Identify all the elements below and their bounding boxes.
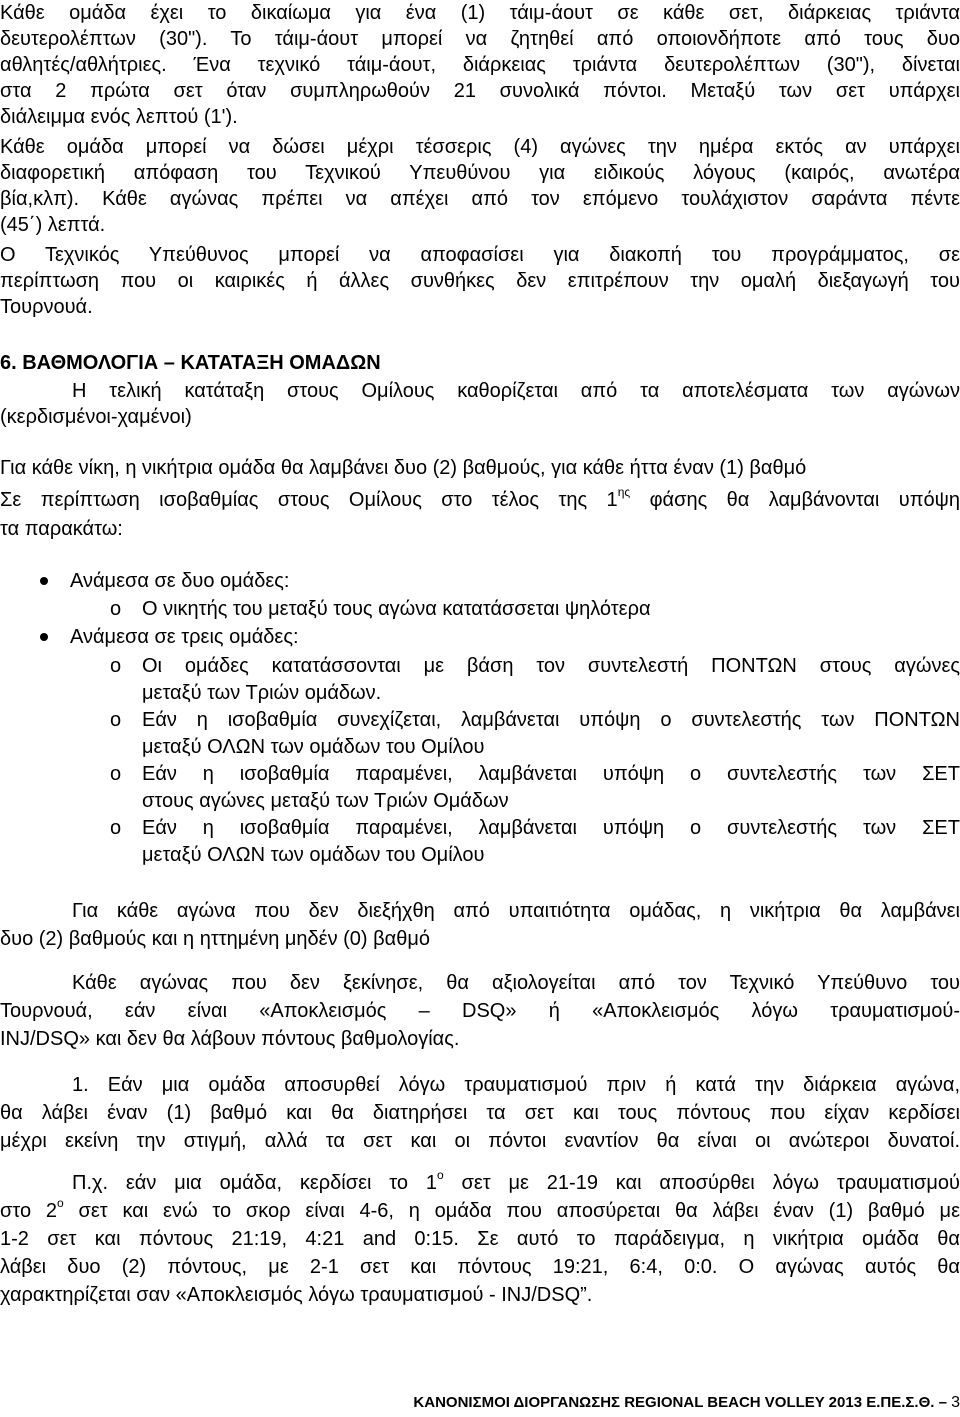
schedule-interruption-line: Τουρνουά.: [0, 296, 93, 318]
matches-per-day-line: Κάθε ομάδα μπορεί να δώσει μέχρι τέσσερις (4) αγώνες την ημέρα εκτός αν υπάρχει: [0, 136, 960, 158]
matches-per-day-line: (45΄) λεπτά.: [0, 214, 106, 236]
points-rule: Για κάθε νίκη, η νικήτρια ομάδα θα λαμβάνει δυο (2) βαθμούς, για κάθε ήττα έναν (1) βαθμό: [0, 457, 807, 479]
example-line: 1-2 σετ και πόντους 21:19, 4:21 and 0:15. Σε αυτό το παράδειγμα, η νικήτρια ομάδα θα: [0, 1228, 960, 1250]
not-started-rule-line: Κάθε αγώνας που δεν ξεκίνησε, θα αξιολογείται από τον Τεχνικό Υπεύθυνο του: [72, 972, 960, 994]
intro-line: αθλητές/αθλήτριες. Ένα τεχνικό τάιμ-άουτ, διάρκειας τριάντα δευτερολέπτων (30"), δίνεται: [0, 54, 960, 76]
injury-rule-line: μέχρι εκείνη την στιγμή, αλλά τα σετ και οι πόντοι εναντίον θα είναι οι ανώτεροι δυνατοί.: [0, 1130, 960, 1152]
example-line: στο $2^o$ σετ και ενώ το σκορ είναι 4-6, η ομάδα που αποσύρεται θα λάβει έναν (1) βαθμό με: [0, 1196, 960, 1222]
schedule-interruption-line: περίπτωση που οι καιρικές ή άλλες συνθήκες δεν επιτρέπουν την ομαλή διεξαγωγή του: [0, 270, 960, 292]
forfeit-rule-line: δυο (2) βαθμούς και η ηττημένη μηδέν (0) βαθμό: [0, 928, 430, 950]
ordinal-suffix: ο: [437, 1168, 444, 1183]
not-started-rule-line: INJ/DSQ» και δεν θα λάβουν πόντους βαθμολογίας.: [0, 1028, 460, 1050]
schedule-interruption-line: Ο Τεχνικός Υπεύθυνος μπορεί να αποφασίσει για διακοπή του προγράμματος, σε: [0, 244, 960, 266]
section-heading: 6. ΒΑΘΜΟΛΟΓΙΑ – ΚΑΤΑΤΑΞΗ ΟΜΑΔΩΝ: [0, 352, 381, 374]
intro-line: δευτερολέπτων (30"). Το τάιμ-άουτ μπορεί να ζητηθεί από οποιονδήποτε από τους δυο: [0, 28, 960, 50]
tie-intro-line: τα παρακάτω:: [0, 518, 123, 540]
example-line: χαρακτηρίζεται σαν «Αποκλεισμός λόγω τραυματισμού - INJ/DSQ”.: [0, 1284, 593, 1306]
footer-title: ΚΑΝΟΝΙΣΜΟΙ ΔΙΟΡΓΑΝΩΣΗΣ REGIONAL BEACH VOLLEY 2013 Ε.ΠΕ.Σ.Θ.: [413, 1394, 935, 1411]
circle-marker-icon: o: [110, 709, 122, 731]
ranking-lead-line: Η τελική κατάταξη στους Ομίλους καθορίζεται από τα αποτελέσματα των αγώνων: [72, 380, 960, 402]
circle-marker-icon: o: [110, 655, 122, 677]
bullet-dot-icon: [40, 577, 48, 585]
intro-line: στα 2 πρώτα σετ όταν συμπληρωθούν 21 συνολικά πόντοι. Μεταξύ των σετ υπάρχει: [0, 80, 960, 102]
example-line: Π.χ. εάν μια ομάδα, κερδίσει το $1^o$ σετ με 21-19 και αποσύρθει λόγω τραυματισμού: [72, 1168, 960, 1194]
matches-per-day-line: βία,κλπ). Κάθε αγώνας πρέπει να απέχει από τον επόμενο τουλάχιστον σαράντα πέντε: [0, 188, 960, 210]
ordinal-suffix: ο: [57, 1196, 64, 1211]
intro-line: Κάθε ομάδα έχει το δικαίωμα για ένα (1) τάιμ-άουτ σε κάθε σετ, διάρκειας τριάντα: [0, 2, 960, 24]
injury-rule-line: 1. Εάν μια ομάδα αποσυρθεί λόγω τραυματισμού πριν ή κατά την διάρκεια αγώνα,: [72, 1074, 960, 1096]
page-footer: [0, 1393, 960, 1413]
footer-separator: –: [938, 1394, 947, 1411]
matches-per-day-line: διαφορετική απόφαση του Τεχνικού Υπευθύνου για ειδικούς λόγους (καιρός, ανωτέρα: [0, 162, 960, 184]
example-line: λάβει δυο (2) πόντους, με 2-1 σετ και πόντους 19:21, 6:4, 0:0. Ο αγώνας αυτός θα: [0, 1256, 960, 1278]
circle-marker-icon: o: [110, 598, 122, 620]
circle-marker-icon: o: [110, 817, 122, 839]
forfeit-rule-line: Για κάθε αγώνα που δεν διεξήχθη από υπαιτιότητα ομάδας, η νικήτρια θα λαμβάνει: [72, 900, 960, 922]
ordinal-suffix: ης: [617, 485, 631, 500]
document-page: Κάθε ομάδα έχει το δικαίωμα για ένα (1) τάιμ-άουτ σε κάθε σετ, διάρκειας τριάντα δευτερολέπτων (30"). Το τάιμ-άουτ μπορεί να ζητηθεί από οποιονδήποτε από τους δυο αθλητές/αθλήτριες. Ένα τεχνικό τάιμ-άουτ, διάρκειας τριάντα δευτερολέπτων (30"), δίνεται στα 2 πρώτα σετ όταν συμπληρωθούν 21 συνολικά πόντοι. Μεταξύ των σετ υπάρχει διάλειμμα ενός λεπτού (1'). Κάθε ομάδα μπορεί να δώσει μέχρι τέσσερις (4) αγώνες την ημέρα εκτός αν υπάρχει διαφορετική απόφαση του Τεχνικού Υπευθύνου για ειδικούς λόγους (καιρός, ανωτέρα βία,κλπ). Κάθε αγώνας πρέπει να απέχει από τον επόμενο τουλάχιστον σαράντα πέντε (45΄) λεπτά. Ο Τεχνικός Υπεύθυνος μπορεί να αποφασίσει για διακοπή του προγράμματος, σε περίπτωση που οι καιρικές ή άλλες συνθήκες δεν επιτρέπουν την ομαλή διεξαγωγή του Τουρνουά. 6. ΒΑΘΜΟΛΟΓΙΑ – ΚΑΤΑΤΑΞΗ ΟΜΑΔΩΝ Η τελική κατάταξη στους Ομίλους καθορίζεται από τα αποτελέσματα των αγώνων (κερδισμένοι-χαμένοι) Για κάθε νίκη, η νικήτρια ομάδα θα λαμβάνει δυο (2) βαθμούς, για κάθε ήττα έναν (1) βαθμό Σε περίπτωση ισοβαθμίας στους Ομίλους στο τέλος της $1^{\eta\varsigma}$ φάσης θα λαμβάνονται υπόψη τα παρακάτω: Ανάμεσα σε δυο ομάδες: o Ο νικητής του μεταξύ τους αγώνα κατατάσσεται ψηλότερα Ανάμεσα σε τρεις ομάδες: o Οι ομάδες κατατάσσονται με βάση τον συντελεστή ΠΟΝΤΩΝ στους αγώνες μεταξύ των Τριών ομάδων. o Εάν η ισοβαθμία συνεχίζεται, λαμβάνεται υπόψη ο συντελεστής των ΠΟΝΤΩΝ μεταξύ ΟΛΩΝ των ομάδων του Ομίλου o Εάν η ισοβαθμία παραμένει, λαμβάνεται υπόψη ο συντελεστής των ΣΕΤ στους αγώνες μεταξύ των Τριών Ομάδων o Εάν η ισοβαθμία παραμένει, λαμβάνεται υπόψη ο συντελεστής των ΣΕΤ μεταξύ ΟΛΩΝ των ομάδων του Ομίλου Για κάθε αγώνα που δεν διεξήχθη από υπαιτιότητα ομάδας, η νικήτρια θα λαμβάνει δυο (2) βαθμούς και η ηττημένη μηδέν (0) βαθμό Κάθε αγώνας που δεν ξεκίνησε, θα αξιολογείται από τον Τεχνικό Υπεύθυνο του Τουρνουά, εάν είναι «Αποκλεισμός – DSQ» ή «Αποκλεισμός λόγω τραυματισμού- INJ/DSQ» και δεν θα λάβουν πόντους βαθμολογίας. 1. Εάν μια ομάδα αποσυρθεί λόγω τραυματισμού πριν ή κατά την διάρκεια αγώνα, θα λάβει έναν (1) βαθμό και θα διατηρήσει τα σετ και τους πόντους που είχαν κερδίσει μέχρι εκείνη την στιγμή, αλλά τα σετ και οι πόντοι εναντίον θα είναι οι ανώτεροι δυνατοί. Π.χ. εάν μια ομάδα, κερδίσει το $1^o$ σετ με 21-19 και αποσύρθει λόγω τραυματισμού στο $2^o$ σετ και ενώ το σκορ είναι 4-6, η ομάδα που αποσύρεται θα λάβει έναν (1) βαθμό με 1-2 σετ και πόντους 21:19, 4:21 and 0:15. Σε αυτό το παράδειγμα, η νικήτρια ομάδα θα λάβει δυο (2) πόντους, με 2-1 σετ και πόντους 19:21, 6:4, 0:0. Ο αγώνας αυτός θα χαρακτηρίζεται σαν «Αποκλεισμός λόγω τραυματισμού - INJ/DSQ”. ΚΑΝΟΝΙΣΜΟΙ ΔΙΟΡΓΑΝΩΣΗΣ REGIONAL BEACH VOLLEY 2013 Ε.ΠΕ.Σ.Θ. – 3: [0, 2, 960, 1411]
not-started-rule-line: Τουρνουά, εάν είναι «Αποκλεισμός – DSQ» ή «Αποκλεισμός λόγω τραυματισμού-: [0, 1000, 960, 1022]
intro-line: διάλειμμα ενός λεπτού (1').: [0, 106, 238, 128]
bullet-dot-icon: [40, 633, 48, 641]
ranking-lead-line: (κερδισμένοι-χαμένοι): [0, 406, 192, 428]
circle-marker-icon: o: [110, 763, 122, 785]
page-number: 3: [951, 1394, 960, 1411]
tie-intro-line: Σε περίπτωση ισοβαθμίας στους Ομίλους στο τέλος της $1^{\eta\varsigma}$ φάσης θα λαμβάνονται υπόψη: [0, 485, 960, 511]
injury-rule-line: θα λάβει έναν (1) βαθμό και θα διατηρήσει τα σετ και τους πόντους που είχαν κερδίσει: [0, 1102, 960, 1124]
